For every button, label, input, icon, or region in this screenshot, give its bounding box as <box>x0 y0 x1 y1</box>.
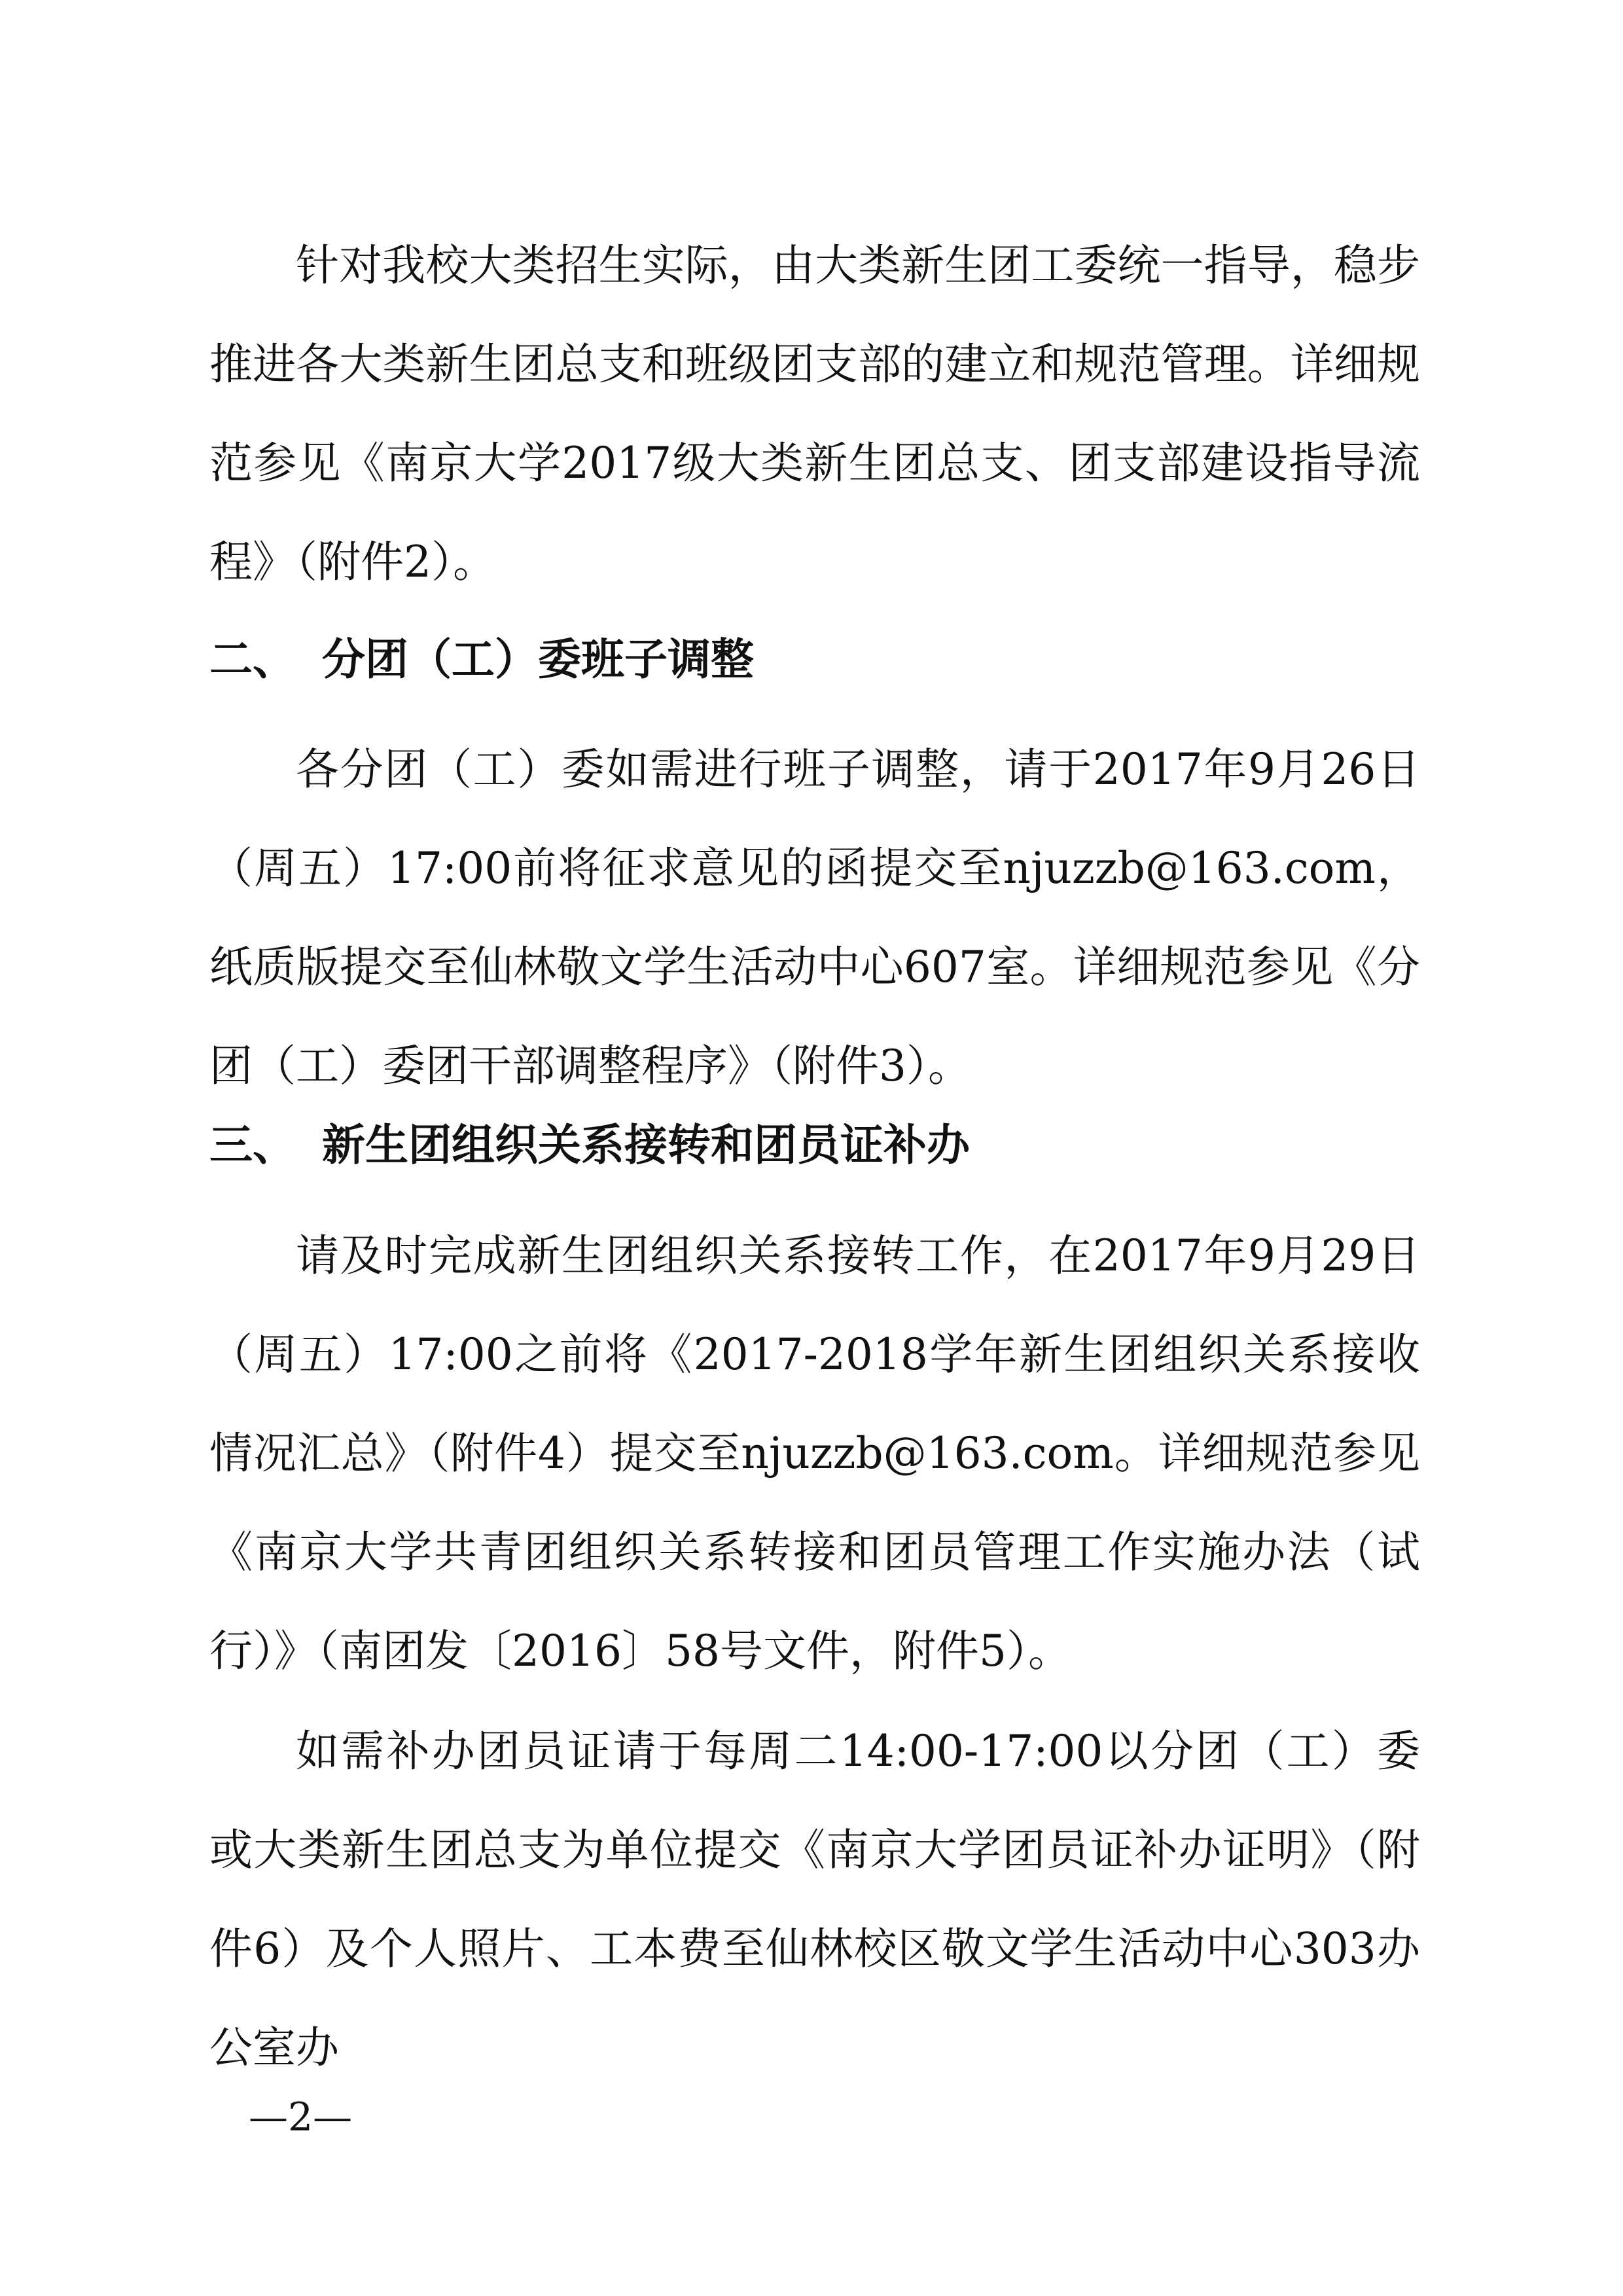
section-title: 新生团组织关系接转和团员证补办 <box>322 1120 970 1170</box>
section-number: 二、 <box>209 634 296 685</box>
paragraph-team-branch-construction: 针对我校大类招生实际，由大类新生团工委统一指导，稳步推进各大类新生团总支和班级团支部的建立和规范管理。详细规范参见《南京大学2017级大类新生团总支、团支部建设指导流程》（附件2）。 <box>209 240 1420 587</box>
paragraph-committee-adjustment: 各分团（工）委如需进行班子调整，请于2017年9月26日（周五）17:00前将征求意见的函提交至njuzzb@163.com，纸质版提交至仙林敬文学生活动中心607室。详细规范参见《分团（工）委团干部调整程序》（附件3）。 <box>209 744 1420 1091</box>
paragraph-relation-transfer: 请及时完成新生团组织关系接转工作，在2017年9月29日（周五）17:00之前将《2017-2018学年新生团组织关系接收情况汇总》（附件4）提交至njuzzb@163.com。详细规范参见《南京大学共青团组织关系转接和团员管理工作实施办法（试行）》（南团发〔2016〕58号文件，附件5）。 <box>209 1230 1420 1676</box>
paragraph-member-card-reissue: 如需补办团员证请于每周二14:00-17:00以分团（工）委或大类新生团总支为单位提交《南京大学团员证补办证明》（附件6）及个人照片、工本费至仙林校区敬文学生活动中心303办公室办 <box>209 1726 1420 2073</box>
section-heading-3 <box>209 1113 1420 1178</box>
section-heading-2 <box>209 627 1420 692</box>
section-number: 三、 <box>209 1120 296 1170</box>
page-number: —2— <box>249 2094 353 2140</box>
section-title: 分团（工）委班子调整 <box>322 634 754 685</box>
